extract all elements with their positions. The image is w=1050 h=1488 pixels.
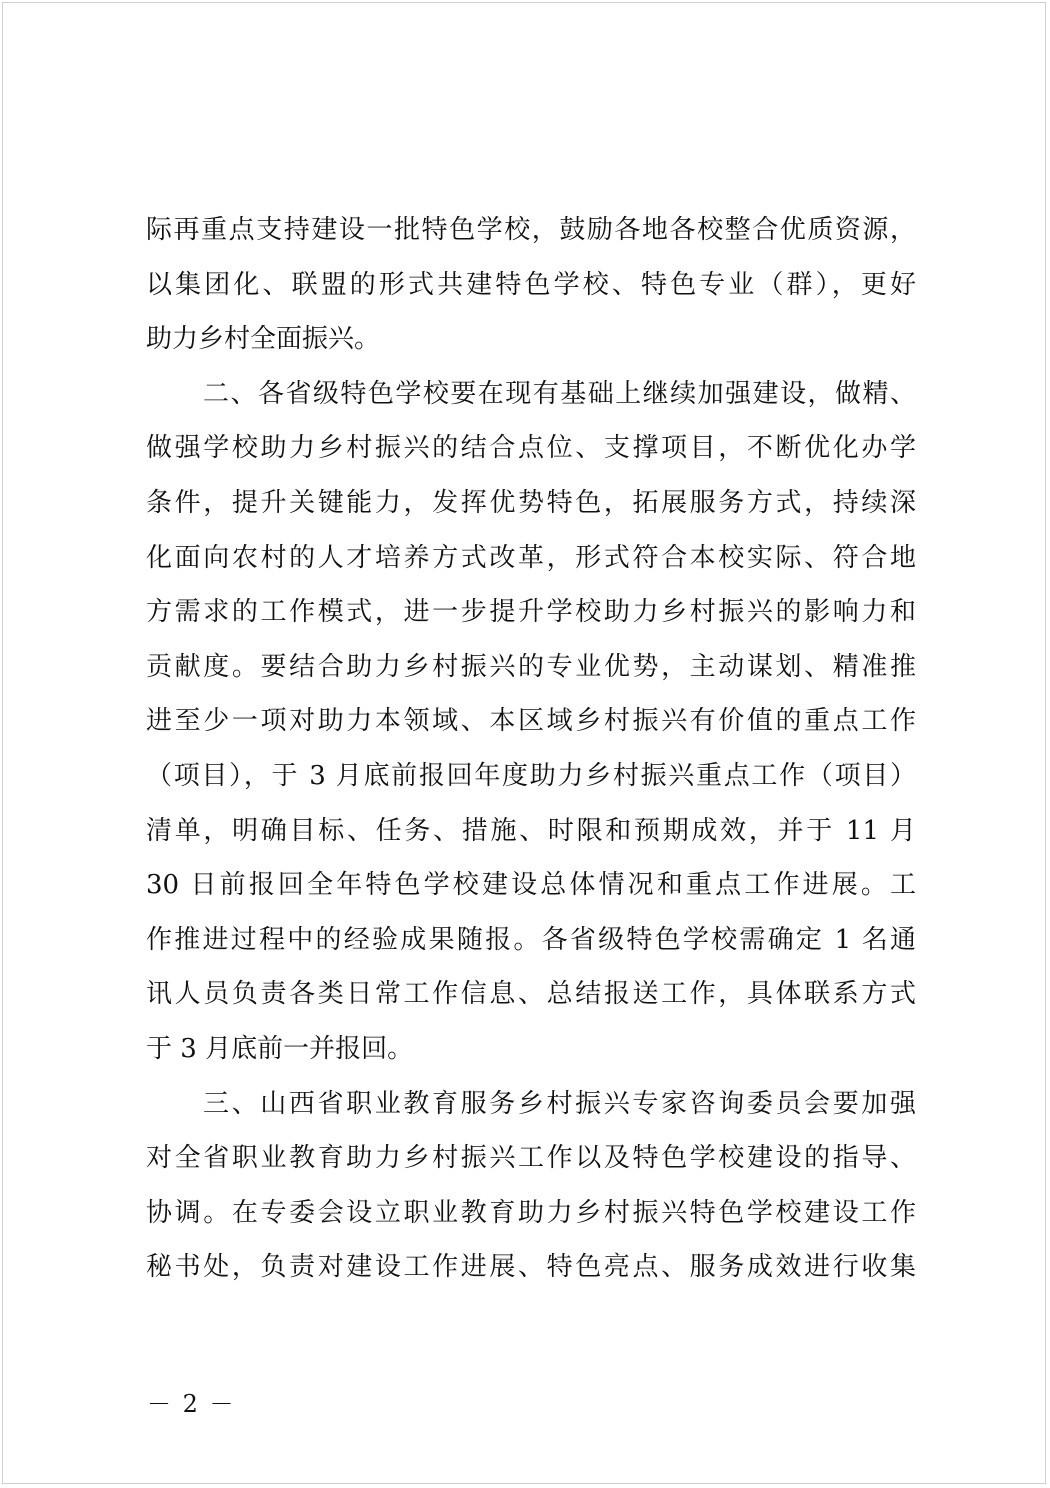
paragraph-1: [146, 203, 916, 367]
paragraph-line: 化面向农村的人才培养方式改革，形式符合本校实际、符合地: [146, 542, 916, 573]
paragraph-line: 二、各省级特色学校要在现有基础上继续加强建设，做精、: [203, 378, 916, 409]
paragraph-line: 于 3 月底前一并报回。: [146, 1033, 414, 1064]
paragraph-line: 协调。在专委会设立职业教育助力乡村振兴特色学校建设工作: [146, 1197, 916, 1228]
paragraph-line: 条件，提升关键能力，发挥优势特色，拓展服务方式，持续深: [146, 487, 916, 518]
paragraph-line: 方需求的工作模式，进一步提升学校助力乡村振兴的影响力和: [146, 597, 916, 628]
paragraph-2: [146, 367, 916, 1077]
paragraph-line: 清单，明确目标、任务、措施、时限和预期成效，并于 11 月: [146, 815, 916, 846]
paragraph-line: （项目），于 3 月底前报回年度助力乡村振兴重点工作（项目）: [146, 760, 916, 791]
paragraph-line: 30 日前报回全年特色学校建设总体情况和重点工作进展。工: [146, 870, 916, 901]
paragraph-line: 讯人员负责各类日常工作信息、总结报送工作，具体联系方式: [146, 979, 916, 1010]
paragraph-line: 作推进过程中的经验成果随报。各省级特色学校需确定 1 名通: [146, 924, 916, 955]
paragraph-line: 助力乡村全面振兴。: [146, 324, 381, 355]
paragraph-line: 做强学校助力乡村振兴的结合点位、支撑项目，不断优化办学: [146, 433, 916, 464]
document-page: [2, 2, 1046, 1484]
paragraph-line: 对全省职业教育助力乡村振兴工作以及特色学校建设的指导、: [146, 1143, 916, 1174]
document-body: [146, 203, 916, 1295]
paragraph-line: 际再重点支持建设一批特色学校，鼓励各地各校整合优质资源，: [146, 215, 916, 245]
paragraph-line: 三、山西省职业教育服务乡村振兴专家咨询委员会要加强: [203, 1088, 916, 1119]
paragraph-line: 秘书处，负责对建设工作进展、特色亮点、服务成效进行收集: [146, 1252, 916, 1283]
paragraph-line: 以集团化、联盟的形式共建特色学校、特色专业（群），更好: [146, 269, 916, 300]
paragraph-line: 贡献度。要结合助力乡村振兴的专业优势，主动谋划、精准推: [146, 651, 916, 682]
paragraph-3: [146, 1077, 916, 1295]
paragraph-line: 进至少一项对助力本领域、本区域乡村振兴有价值的重点工作: [146, 706, 916, 737]
page-number: － 2 －: [147, 1390, 236, 1418]
